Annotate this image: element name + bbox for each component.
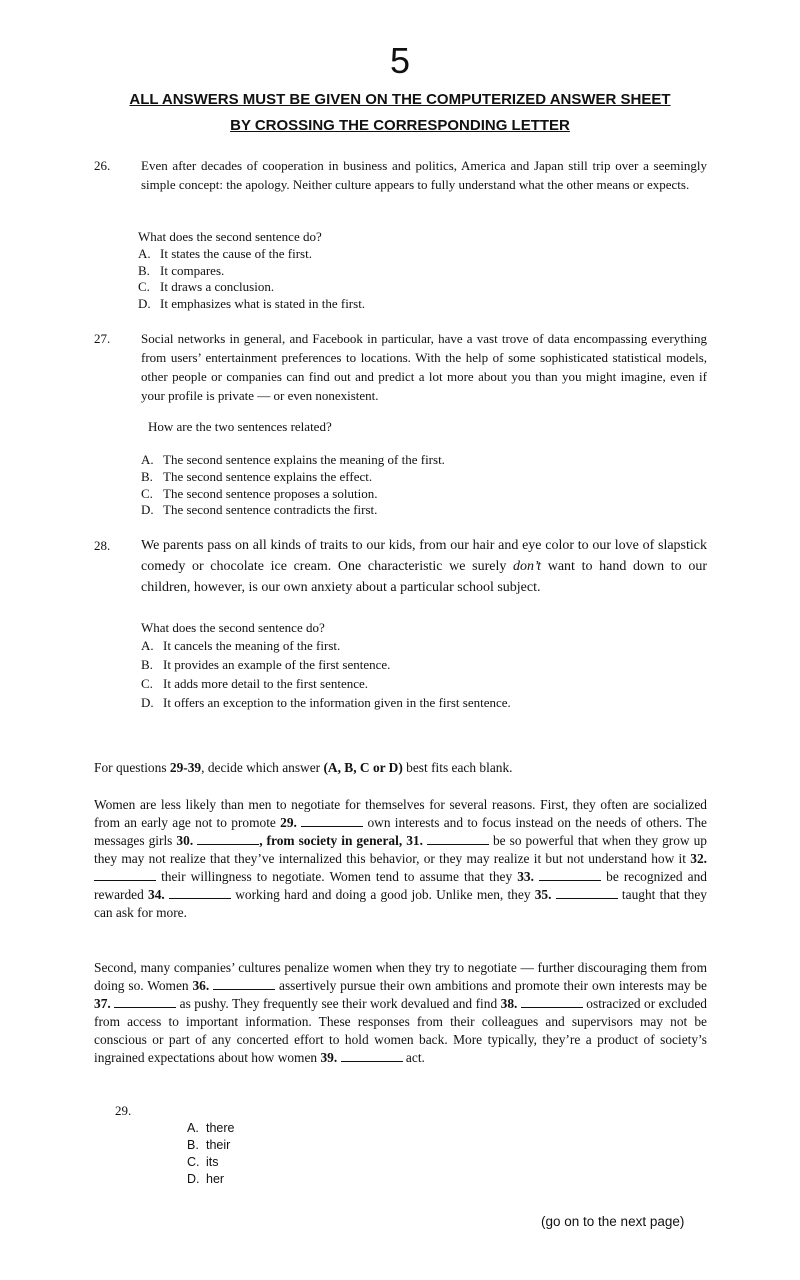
blank-number-30: 30. (176, 833, 194, 848)
question-29-option-d (187, 1171, 224, 1188)
question-27-prompt: How are the two sentences related? (148, 419, 332, 434)
option-letter: D. (141, 502, 154, 517)
question-27-number: 27. (94, 331, 111, 346)
option-text: their (206, 1138, 231, 1152)
blank-33 (539, 869, 601, 881)
question-26-prompt: What does the second sentence do? (138, 229, 322, 244)
blank-number-31: 31. (406, 833, 423, 848)
blank-37 (114, 996, 176, 1008)
blank-number-34: 34. (148, 887, 165, 902)
question-28-option-b (141, 656, 390, 673)
question-29-option-c (187, 1154, 219, 1171)
blank-number-35: 35. (534, 887, 552, 902)
question-26-text: Even after decades of cooperation in business and politics, America and Japan still trip over a seemingly simple concept: the apology. Neither culture appears to fully understand what the other means or expects. (141, 158, 707, 192)
question-28-text (141, 535, 707, 598)
blank-number-29: 29. (280, 815, 297, 830)
blank-31 (427, 833, 489, 845)
cloze-passage-paragraph-1: Women are less likely than men to negotiate for themselves for several reasons. First, they often are socialized from an early age not to promote 29. own interests and to focus instead on the needs of others. The messages girls 30. , from society in general, 31. be so powerful that when they grow up they may not realize that they’ve internalized this behavior, or they may realize it but not understand how it 32. their willingness to negotiate. Women tend to assume that they 33. be recognized and rewarded 34. working hard and doing a good job. Unlike men, they 35. taught that they can ask for more. (94, 797, 707, 920)
blank-38 (521, 996, 583, 1008)
question-28-option-d (141, 694, 511, 711)
option-letter: C. (141, 676, 153, 691)
instruction-header-line2: BY CROSSING THE CORRESPONDING LETTER (230, 117, 570, 134)
option-letter: C. (138, 279, 150, 294)
question-28-text-end: want to hand down to our children, however, is our own anxiety about a particular school subject. (141, 559, 707, 595)
question-28-option-a (141, 637, 340, 654)
option-letter: B. (141, 657, 153, 672)
option-text: It compares. (160, 263, 225, 278)
blank-34 (169, 887, 231, 899)
question-26-number: 26. (94, 158, 111, 173)
option-letter: C. (141, 486, 153, 501)
option-text: It states the cause of the first. (160, 246, 312, 261)
blank-36 (213, 978, 275, 990)
instructions-choices: (A, B, C or D) (323, 760, 403, 775)
blank-number-36: 36. (192, 978, 210, 993)
question-29-option-a (187, 1120, 235, 1137)
question-29-number: 29. (115, 1103, 132, 1118)
instruction-header-line1: ALL ANSWERS MUST BE GIVEN ON THE COMPUTERIZED ANSWER SHEET (129, 91, 671, 108)
option-text: The second sentence proposes a solution. (163, 486, 378, 501)
option-letter: D. (141, 695, 154, 710)
option-text: The second sentence explains the effect. (163, 469, 373, 484)
option-text: The second sentence explains the meaning of the first. (163, 452, 445, 467)
question-28-number: 28. (94, 538, 111, 553)
instructions-mid: , decide which answer (201, 760, 324, 775)
option-letter: D. (187, 1172, 200, 1186)
blank-number-37: 37. (94, 996, 111, 1011)
cloze-passage-paragraph-2: Second, many companies’ cultures penalize women when they try to negotiate — further discouraging them from doing so. Women 36. assertively pursue their own ambitions and promote their own interests may be 37. as pushy. They frequently see their work devalued and find 38. ostracized or excluded from access to important information. These responses from their colleagues and supervisors may not be conscious or part of any concerted effort to hold women back. More typically, they’re a product of society’s ingrained expectations about how women 39. act. (94, 960, 707, 1065)
option-text: The second sentence contradicts the first. (163, 502, 378, 517)
option-letter: A. (187, 1121, 199, 1135)
instructions-range: 29-39 (169, 760, 202, 775)
option-text: her (206, 1172, 225, 1186)
question-26-option-c (138, 278, 274, 295)
blank-39 (341, 1050, 403, 1062)
question-28-text-emphasis: don’t (513, 559, 542, 574)
question-27-option-c (141, 485, 377, 502)
option-letter: A. (141, 452, 154, 467)
option-text: It cancels the meaning of the first. (163, 638, 341, 653)
option-text: It offers an exception to the information given in the first sentence. (163, 695, 511, 710)
blank-35 (556, 887, 618, 899)
option-text: there (206, 1121, 235, 1135)
blank-number-33: 33. (517, 869, 534, 884)
question-27-option-b (141, 468, 372, 485)
option-text: It provides an example of the first sentence. (163, 657, 391, 672)
page-number: 5 (389, 40, 411, 81)
option-text: It draws a conclusion. (160, 279, 275, 294)
question-28-option-c (141, 675, 368, 692)
instructions-pre: For questions (94, 760, 170, 775)
question-29-option-b (187, 1137, 230, 1154)
option-text: It emphasizes what is stated in the first. (160, 296, 366, 311)
option-letter: B. (141, 469, 153, 484)
question-27-option-a (141, 451, 445, 468)
blank-29 (301, 815, 363, 827)
question-26-option-b (138, 262, 224, 279)
question-26-option-d (138, 295, 365, 312)
option-letter: B. (187, 1138, 199, 1152)
question-27-text: Social networks in general, and Facebook in particular, have a vast trove of data encompassing everything from users’ entertainment preferences to locations. With the help of some sophisticated statistical models, other people or companies can find out and predict a lot more about you than you might imagine, even if your profile is private — or even nonexistent. (141, 331, 707, 403)
question-28-text-start: We parents pass on all kinds of traits to our kids, from our hair and eye color to our love of slapstick comedy or chocolate ice cream. One characteristic we surely (141, 538, 707, 574)
option-text: It adds more detail to the first sentence. (163, 676, 369, 691)
question-26-option-a (138, 245, 312, 262)
option-letter: C. (187, 1155, 200, 1169)
next-page-note: (go on to the next page) (541, 1214, 685, 1229)
question-27-option-d (141, 501, 377, 518)
option-letter: D. (138, 296, 151, 311)
blank-number-38: 38. (500, 996, 518, 1011)
instructions-post: best fits each blank. (402, 760, 513, 775)
option-text: its (206, 1155, 219, 1169)
blank-number-39: 39. (320, 1050, 338, 1065)
blank-32 (94, 869, 156, 881)
option-letter: A. (138, 246, 151, 261)
question-28-prompt: What does the second sentence do? (141, 620, 325, 635)
cloze-instructions (94, 759, 513, 776)
blank-30 (197, 833, 259, 845)
blank-number-32: 32. (690, 851, 707, 866)
option-letter: B. (138, 263, 150, 278)
option-letter: A. (141, 638, 154, 653)
